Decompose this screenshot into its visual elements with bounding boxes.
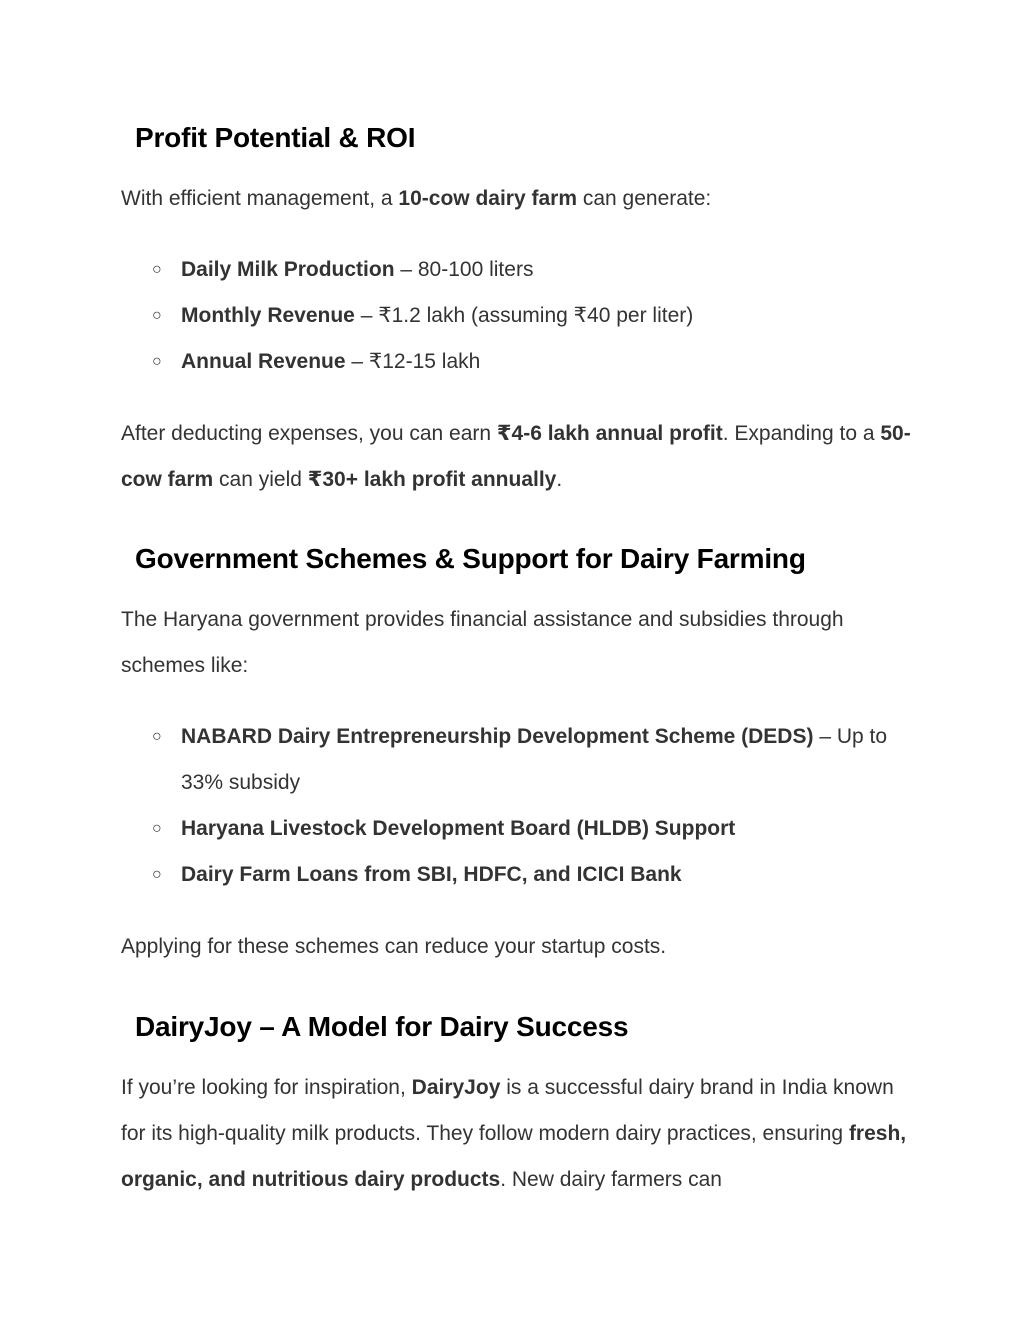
- bold-run: 50-cow farm: [121, 422, 911, 491]
- list-item: [121, 714, 911, 806]
- bold-run: fresh, organic, and nutritious dairy products: [121, 1122, 907, 1191]
- list-item-bold: Haryana Livestock Development Board (HLDB) Support: [181, 817, 736, 840]
- bold-run: DairyJoy: [411, 1076, 501, 1099]
- bullet-circle-icon: ○: [152, 353, 162, 370]
- text-run: can yield: [213, 468, 308, 491]
- list-item: [121, 852, 911, 898]
- government-summary-paragraph: Applying for these schemes can reduce your startup costs.: [121, 935, 667, 958]
- section-heading-government: Government Schemes & Support for Dairy Farming: [135, 543, 806, 574]
- bold-run: ₹4-6 lakh annual profit: [496, 422, 723, 445]
- list-item: [121, 293, 911, 339]
- bold-run: 10-cow dairy farm: [398, 187, 577, 210]
- list-item-bold: NABARD Dairy Entrepreneurship Development Scheme (DEDS): [181, 725, 814, 748]
- government-intro-paragraph: The Haryana government provides financial assistance and subsidies through schemes like:: [121, 608, 844, 677]
- dairyjoy-paragraph: [121, 1065, 911, 1203]
- government-list: [121, 714, 911, 898]
- bold-run: ₹30+ lakh profit annually: [307, 468, 557, 491]
- text-run: .: [556, 468, 563, 491]
- list-item: [121, 339, 911, 385]
- text-run: is a successful dairy brand in India known for its high-quality milk products. They follow modern dairy practices, ensuring: [121, 1076, 894, 1145]
- bullet-circle-icon: ○: [152, 866, 162, 883]
- profit-list: [121, 247, 911, 385]
- list-item-text: – ₹1.2 lakh (assuming ₹40 per liter): [354, 304, 694, 327]
- text-run: After deducting expenses, you can earn: [121, 422, 497, 445]
- text-run: With efficient management, a: [121, 187, 399, 210]
- section-heading-dairyjoy: DairyJoy – A Model for Dairy Success: [135, 1011, 629, 1042]
- list-item-bold: Dairy Farm Loans from SBI, HDFC, and ICICI Bank: [181, 863, 682, 886]
- text-run: can generate:: [577, 187, 712, 210]
- list-item-text: – 80-100 liters: [394, 258, 534, 281]
- bullet-circle-icon: ○: [152, 307, 162, 324]
- text-run: . Expanding to a: [722, 422, 881, 445]
- list-item-text: – ₹12-15 lakh: [345, 350, 481, 373]
- bullet-circle-icon: ○: [152, 728, 162, 745]
- bullet-circle-icon: ○: [152, 261, 162, 278]
- list-item: [121, 247, 911, 293]
- text-run: If you’re looking for inspiration,: [121, 1076, 412, 1099]
- section-heading-profit: Profit Potential & ROI: [135, 122, 416, 153]
- list-item-text: – Up to 33% subsidy: [181, 725, 888, 794]
- list-item-bold: Daily Milk Production: [181, 258, 395, 281]
- profit-intro-paragraph: [121, 176, 711, 222]
- bullet-circle-icon: ○: [152, 820, 162, 837]
- list-item: [121, 806, 911, 852]
- list-item-bold: Monthly Revenue: [181, 304, 355, 327]
- profit-summary-paragraph: [121, 411, 911, 503]
- list-item-bold: Annual Revenue: [181, 350, 346, 373]
- text-run: . New dairy farmers can: [500, 1168, 722, 1191]
